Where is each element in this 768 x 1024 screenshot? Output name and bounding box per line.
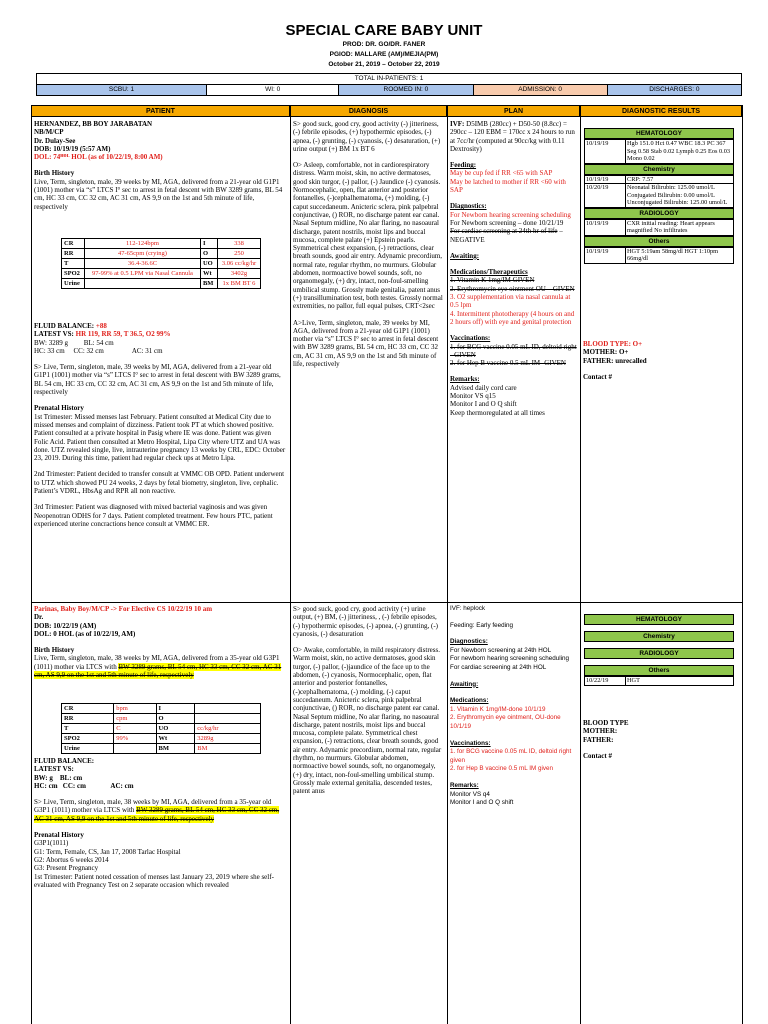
pgiod-line: PGIOD: MALLARE (AM)/MEJIA(PM) (329, 51, 439, 58)
latest-vs-label: LATEST VS: (34, 330, 74, 339)
fluid-balance-value: +88 (95, 322, 107, 330)
patient-2-info (34, 605, 287, 679)
patient-1-info (34, 120, 287, 211)
diagnostics-3: For cardiac screening at 24th HOL (450, 663, 547, 671)
subjective-highlight: BW 3289 grams, BL 54 cm, HC 33 cm, CC 32 cm, AC 31 cm, AS 9,9 on the 1st and 5th minute of life, respectively (34, 806, 280, 823)
ivf-order: D5IMB (280cc) + D50-50 (8.8cc) = 290cc – 120 EBM = 170cc x 24 hours to run at 7cc/hr (computed at 90cc/kg with 0.11 Dextrosity) (450, 120, 575, 153)
others-band: Others (584, 665, 734, 676)
diagnostics-1: For Newborn screening at 24th HOL (450, 646, 552, 654)
prenatal-label: Prenatal History (34, 831, 84, 840)
diagnostics-3: For cardiac screening at 24th hr of life (450, 227, 558, 236)
vaccination-1: 1. for BCG vaccine 0.05 mL ID, deltoid right given (450, 748, 572, 764)
father-blood-type: FATHER: unrecalled (583, 356, 647, 365)
census-wi: WI: 0 (207, 85, 339, 95)
header-plan: PLAN (447, 105, 580, 117)
subjective-text: S> Live, Term, singleton, male, 38 weeks by MI, AGA, delivered from a 35-year old G3P1 (1011) mother via LTCS with (34, 798, 272, 815)
hematology-table: 10/19/19 Hgb 151.0 Hct 0.47 WBC 18.3 PC 367 Seg 0.58 Stab 0.02 Lymph 0.25 Eos 0.03 Mono 0.02 (584, 139, 734, 164)
diagnostics-2: For Newborn screening – done 10/21/19 (450, 218, 564, 227)
feeding-order-2: May be latched to mother if RR <60 with SAP (450, 177, 566, 195)
attending-doctor: Dr. Dulay-See (34, 136, 76, 145)
vaccinations-label: Vaccinations: (450, 739, 491, 747)
diagnosis-objective: O> Awake, comfortable, in mild respiratory distress. Warm moist, skin, no active dermatoses, good skin turgor, (-) pallor, (-)jaundice of the face up to the abdomen, (-) cyanosis, Normocephalic, open, flat anterior and posterior fontanelles, (-)cephalhematoma, (-) molding, (-) caput succedaneum. Anicteric sclera, pink palpebral conjunctivae, () ROR, no discharge patent ear canal. Nasal Septum midline, No alar flaring, no nasoaural discharge, patent nostrils, moist lips and buccal mucosa, complete palate. Symmetrical chest expansion, (-) retractions, clear breath sounds, good air entry. Adynamic precordium, normal rate, regular rhythm, no murmurs. Globular abdomen, normoactive bowel sounds, soft, no organomegaly, (+) dry, intact, non-foul-smelling umbilical stump. Grossly male external genitalia, descended testes, patent anus (293, 646, 442, 796)
vitals-table: CR 112-124bpm I 338 RR 47-65cpm (crying) O 250 T 36.4-36.6C UO 3.06 cc/kg/hr SPO2 97-99% at 0.5 LPM via Nasal Cannula Wt 3402g Urine BM 1x BM BT 6 (61, 238, 261, 289)
patient-name: Parinas, Baby Boy/M/CP -> For Elective CS 10/22/19 10 am (34, 605, 213, 613)
chest-circ: CC: 32 cm (73, 346, 104, 355)
remarks-label: Remarks: (450, 781, 479, 789)
patient-dob: DOB: 10/19/19 (5:57 AM) (34, 144, 111, 153)
trimester-1: 1st Trimester: Patient noted cessation of menses last January 23, 2019 where she self-evaluated with Pregnancy Test on 2 separate occasion which revealed (34, 872, 274, 889)
awaiting-label: Awaiting: (450, 251, 480, 260)
patient-grid (31, 105, 742, 1024)
diagnosis-2 (293, 605, 443, 796)
medication-1: 1. Vitamin K 1mg/IM-done 10/1/19 (450, 705, 546, 713)
vitals-table: CR bpm I RR cpm O T C UO cc/kg/hr SPO2 99% Wt 3289g Urine BM BM (61, 703, 261, 754)
patient-1-summary (34, 322, 287, 528)
others-table: 10/19/19 HGT 5:19am 58mg/dl HGT 1:10pm 66mg/dl (584, 247, 734, 264)
diagnostics-2: For newborn hearing screening scheduling (450, 655, 570, 663)
feeding-order: Feeding: Early feeding (450, 621, 514, 629)
gravida-3: G3: Present Pregnancy (34, 864, 99, 873)
row-separator (31, 602, 742, 603)
medication-3: 3. O2 supplementation via nasal cannula at 0.5 lpm (450, 293, 571, 310)
medication-2: 2. Erythromycin eye ointment, OU-done 10/1/19 (450, 714, 561, 730)
latest-vs-label: LATEST VS: (34, 765, 74, 774)
birth-history: Live, Term, singleton, male, 38 weeks by MI, AGA, delivered from a 35-year old G3P1 (1011) mother via LTCS with (34, 654, 280, 671)
others-band: Others (584, 236, 734, 247)
census-scbu: SCBU: 1 (37, 85, 207, 95)
feeding-order-1: May be cup fed if RR <65 with SAP (450, 169, 553, 178)
diagnostics-3-result: – NEGATIVE (450, 227, 563, 244)
blood-type: BLOOD TYPE (583, 719, 629, 727)
birth-history-label: Birth History (34, 169, 75, 178)
fluid-balance-label: FLUID BALANCE: (34, 757, 95, 765)
medication-4: 4. Intermittent phototherapy (4 hours on and 2 hours off) with eye and genital protection (450, 309, 575, 326)
census-table (36, 73, 742, 96)
header-diagnosis: DIAGNOSIS (290, 105, 447, 117)
total-inpatients: TOTAL IN-PATIENTS: 1 (37, 74, 741, 85)
birth-weight: BW: 3289 g (34, 338, 68, 347)
medications-label: Medications/Therapeutics (450, 268, 528, 277)
remark-1: Advised daily cord care (450, 383, 517, 392)
vaccinations-label: Vaccinations: (450, 334, 491, 343)
gravida-2: G2: Abortus 6 weeks 2014 (34, 855, 109, 864)
attending-doctor: Dr. (34, 613, 44, 622)
remark-1: Monitor VS q4 (450, 790, 490, 798)
feeding-label: Feeding: (450, 161, 477, 170)
head-circ: HC: 33 cm (34, 346, 65, 355)
subjective-text: S> Live, Term, singleton, male, 39 weeks by MI, AGA, delivered from a 21-year old G1P1 (1001) mother via “s” LTCS I° sec to arrest in fetal descent with BW 3289 grams, BL 54 cm, HC 33 cm, CC 32 cm, AC 31 cm, AS 9,9 on the 1st and 5th minute of life, respectively (34, 363, 281, 397)
patient-dol: DOL: 0 HOL (as of 10/22/19, AM) (34, 629, 136, 638)
father-blood-type: FATHER: (583, 735, 614, 744)
header-patient: PATIENT (31, 105, 290, 117)
diagnosis-subjective: S> good suck, good cry, good activity (-) jitteriness, (-) febrile episodes, (+) hypothermic episodes, (-) apnea, (-) grunting, (-) cyanosis, (-) desaturation, (+) urine output (+) BM 1x BT 6 (293, 120, 441, 153)
plan-2 (450, 605, 577, 808)
trimester-1: 1st Trimester: Missed menses last February. Patient consulted at Medical City due to missed menses and complaint of dizziness. Patient took PT at which showed positive. Patient consulted at a private hospital in Pasig where IE was done. Patient was given Folic Acid. Patient then consulted at Metro Hospital, Lipa City where UTZ and UA was done. UTZ revealed single, live, intrauterine pregnancy 13 weeks by CRL, EDC: October 23, 2019. During this time, patient had regular check ups at Metro Lipa. (34, 412, 286, 463)
blood-type-block (583, 340, 738, 381)
contact-number: Contact # (583, 372, 612, 381)
trimester-2: 2nd Trimester: Patient decided to transfer consult at VMMC OB OPD. Patient underwent to UTZ which showed PU 24 weeks, 2 days by fetal biometry, singleton, live, cephalic. Patient’s VDRL, HbsAg and RPR all non reactive. (34, 470, 285, 496)
radiology-band: RADIOLOGY (584, 208, 734, 219)
diagnosis-1 (293, 120, 443, 368)
birth-length: BL: 54 cm (83, 338, 114, 347)
head-circ: HC: cm (34, 781, 58, 790)
latest-vs-value: HR 119, RR 59, T 36.5, O2 99% (75, 330, 171, 339)
diagnostics-label: Diagnostics: (450, 638, 488, 646)
medications-label: Medications: (450, 697, 489, 705)
remark-3: Monitor I and O Q shift (450, 400, 517, 409)
hematology-band: HEMATOLOGY (584, 614, 734, 625)
trimester-3: 3rd Trimester: Patient was diagnosed with mixed bacterial vaginosis and was given Neopenotran ODHS for 7 days. Patient completed treatment. Few hours PTC, patient experienced uterine concractions hence consult at VMMC ER. (34, 503, 273, 528)
ivf-order: IVF: heplock (450, 605, 485, 612)
mother-blood-type: MOTHER: (583, 727, 618, 736)
fluid-balance-label: FLUID BALANCE: (34, 322, 95, 330)
radiology-band: RADIOLOGY (584, 648, 734, 659)
gp-score: G3P1(1011) (34, 839, 69, 848)
radiology-table: 10/19/19 CXR initial reading: Heart appears magnified No infiltrates (584, 219, 734, 236)
results-2 (584, 614, 734, 686)
date-range: October 21, 2019 – October 22, 2019 (328, 61, 440, 68)
medication-1: 1. Vitamin K 1mg/IM GIVEN (450, 276, 535, 285)
remark-4: Keep thermoregulated at all times (450, 408, 545, 417)
diagnostics-1: For Newborn hearing screening scheduling (450, 210, 571, 219)
census-discharges: DISCHARGES: 0 (608, 85, 741, 95)
chest-circ: CC: cm (62, 781, 86, 790)
diagnosis-objective: O> Asleep, comfortable, not in cardiorespiratory distress. Warm moist, skin, no active dermatoses, good skin turgor, (-) pallor, (-) Jaundice (-) cyanosis. Normocephalic, open, flat anterior and posterior fontanelles, (-)cephalhematoma, (+) molding, (-) caput succedaneum. Anicteric sclera, pink palpebral conjunctivae, () ROR, no discharge patent ear canal. Nasal Septum midline, No alar flaring, no nasoaural discharge, patent nostrils, moist lips and buccal mucosa, complete palate (+) Epstein pearls. Symmetrical chest expansion, (-) retractions, clear breath sounds, good air entry. Adynamic precordium, normal rate, regular rhythm, no murmurs. Globular abdomen, normoactive bowel sounds, soft, no organomegaly, (+) dry, intact, non-foul-smelling umbilical stump. Grossly male genitalia, patent anus (+) transillumination test, both testes. Grossly normal extremities, no pallor, full equal pulses, CRT<2sec (293, 161, 443, 311)
diagnostics-label: Diagnostics: (450, 202, 487, 211)
birth-history: Live, Term, singleton, male, 39 weeks by MI, AGA, delivered from a 21-year old G1P1 (1001) mother via “s” LTCS I° sec to arrest in fetal descent with BW 3289 grams, BL 54 cm, HC 33 cm, CC 32 cm, AC 31 cm, AS 9,9 on the 1st and 5th minute of life, respectively (34, 177, 283, 211)
remark-2: Monitor VS q15 (450, 392, 496, 401)
chemistry-table: 10/19/19 CRP: 7.57 10/20/19 Neonatal Bilirubin: 125.00 umol/L Conjugated Bilirubin: 0.00 umol/L Unconjugated Bilirubin: 125.00 umol/L (584, 175, 734, 208)
patient-name: HERNANDEZ, BB BOY JARABATAN (34, 120, 153, 128)
blood-type: BLOOD TYPE: O+ (583, 340, 643, 348)
remarks-label: Remarks: (450, 375, 480, 384)
diagnosis-subjective: S> good suck, good cry, good activity (+) urine output, (+) BM, (-) jitteriness, , (-) febrile episodes, (-) hypothermic episodes, (-) apnea, (-) grunting, (-) cyanosis, (-) desaturation (293, 605, 439, 638)
patient-nb: NB/M/CP (34, 128, 64, 137)
mother-blood-type: MOTHER: O+ (583, 348, 629, 357)
remark-2: Monitor I and O Q shift (450, 799, 514, 807)
birth-history-highlight: BW 3289 grams, BL 54 cm, HC 33 cm, CC 32 cm, AC 31 cm, AS 9,9 on the 1st and 5th minute of life, respectively (34, 662, 282, 680)
birth-weight: BW: g (34, 773, 53, 782)
chemistry-band: Chemistry (584, 164, 734, 175)
vaccination-2: 2. for Hep B vaccine 0.5 mL IM- GIVEN (450, 359, 566, 368)
unit-title: SPECIAL CARE BABY UNIT (285, 22, 483, 39)
abd-circ: AC: 31 cm (131, 346, 163, 355)
vaccination-2: 2. for Hep B vaccine 0.5 mL IM given (450, 765, 554, 773)
abd-circ: AC: cm (110, 781, 134, 790)
birth-length: BL: cm (59, 773, 83, 782)
ivf-label: IVF: (450, 120, 465, 128)
birth-history-label: Birth History (34, 646, 75, 655)
vaccination-1: 1. for BCG vaccine 0.05 mL ID, deltoid right - GIVEN (450, 342, 577, 359)
header-diagnostic-results: DIAGNOSTIC RESULTS (580, 105, 742, 117)
diagnosis-assessment: A>Live, Term, singleton, male, 39 weeks by MI, AGA, delivered from a 21-year old G1P1 (1001) mother via “s” LTCS I° sec to arrest in fetal descent with BW 3289 grams, BL 54 cm, HC 33 cm, CC 32 cm, AC 31 cm, AS 9,9 on the 1st and 5th minute of life, respectively (293, 318, 439, 369)
patient-dob: DOB: 10/22/19 (AM) (34, 621, 97, 630)
blood-type-block (583, 719, 738, 760)
census-roomed-in: ROOMED IN: 0 (339, 85, 473, 95)
awaiting-label: Awaiting: (450, 680, 479, 688)
contact-number: Contact # (583, 751, 612, 760)
results-1 (584, 128, 734, 264)
hematology-band: HEMATOLOGY (584, 128, 734, 139)
patient-2-summary (34, 757, 287, 889)
prod-line: PROD: DR. GO/DR. FANER (342, 41, 426, 48)
gravida-1: G1: Term, Female, CS, Jan 17, 2008 Tarlac Hospital (34, 847, 181, 856)
census-row (37, 85, 741, 95)
census-admission: ADMISSION: 0 (474, 85, 608, 95)
prenatal-label: Prenatal History (34, 404, 84, 413)
others-table: 10/22/19 HGT (584, 676, 734, 686)
patient-dol: DOL: 74ᴴᴼᴸ HOL (as of 10/22/19, 8:00 AM) (34, 153, 163, 162)
chemistry-band: Chemistry (584, 631, 734, 642)
medication-2: 2. Erythromycin eye ointment OU – GIVEN (450, 284, 575, 293)
plan-1 (450, 120, 577, 417)
